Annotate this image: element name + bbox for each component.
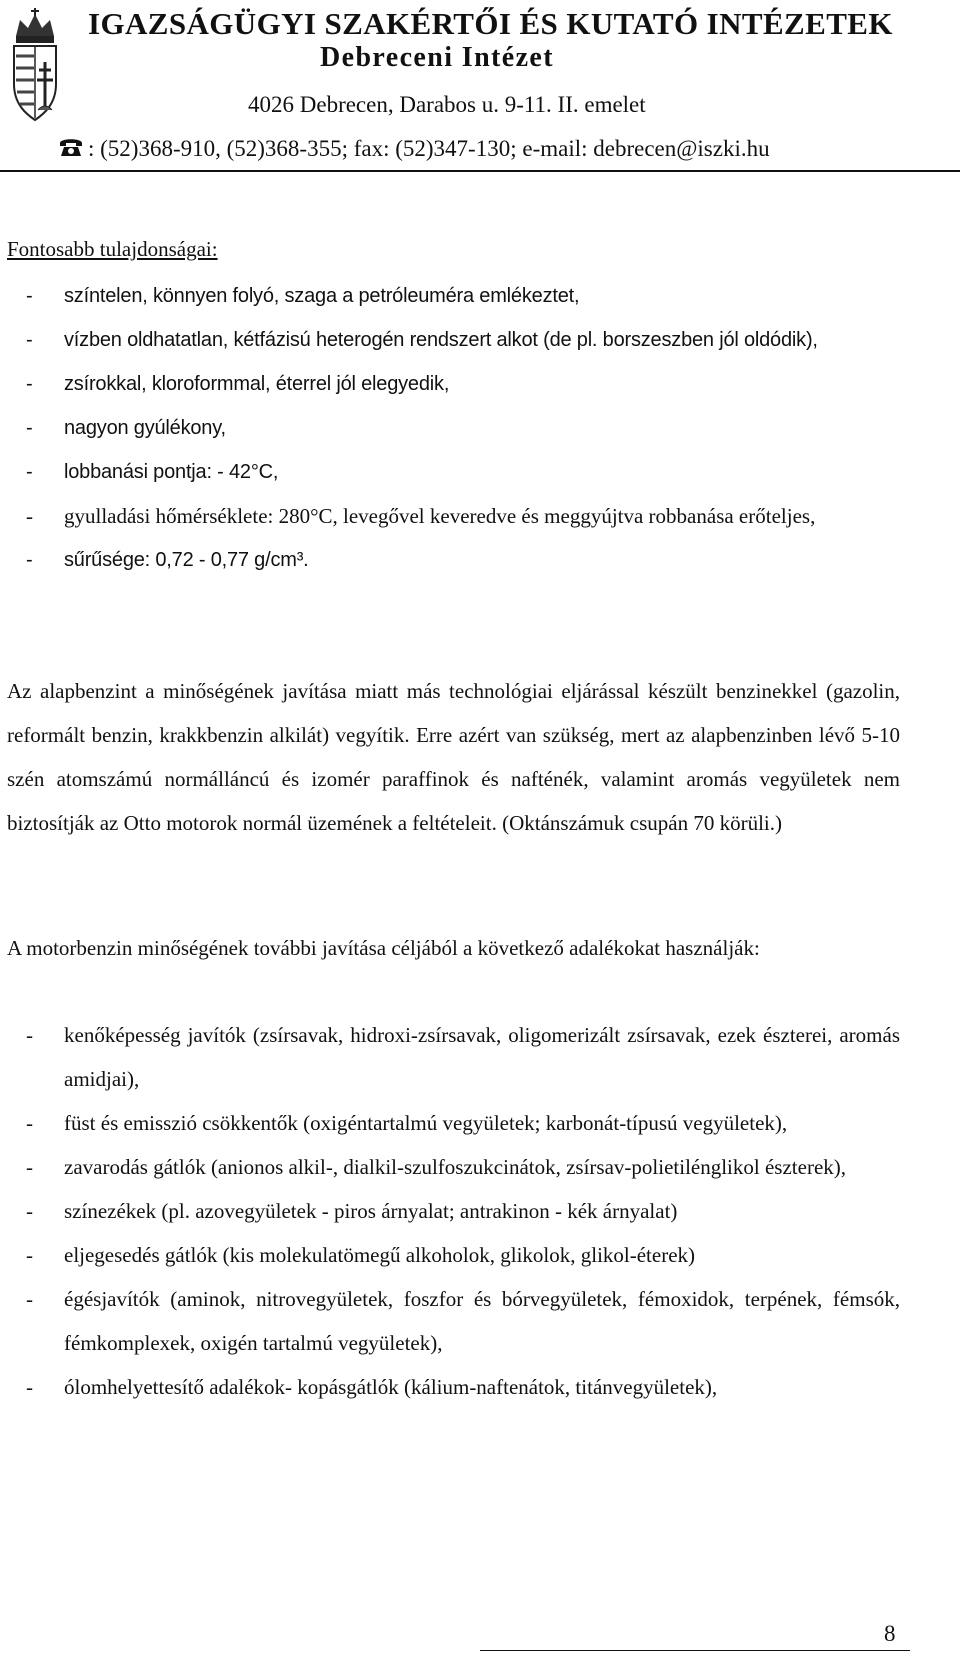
list-item: - lobbanási pontja: - 42°C,: [0, 450, 960, 494]
list-item: - vízben oldhatatlan, kétfázisú heterogén rendszert alkot (de pl. borszeszben jól oldódik),: [0, 318, 960, 362]
list-item: - színezékek (pl. azovegyületek - piros árnyalat; antrakinon - kék árnyalat): [0, 1189, 900, 1233]
list-item: - nagyon gyúlékony,: [0, 406, 960, 450]
list-item: - zsírokkal, kloroformmal, éterrel jól elegyedik,: [0, 362, 960, 406]
list-marker: -: [26, 1287, 33, 1311]
list-item: - eljegesedés gátlók (kis molekulatömegű alkoholok, glikolok, glikol-éterek): [0, 1233, 900, 1277]
phone-icon: [58, 134, 88, 168]
list-marker: -: [26, 461, 33, 483]
list-marker: -: [26, 1243, 33, 1267]
branch-name: Debreceni Intézet: [320, 42, 554, 73]
properties-heading: Fontosabb tulajdonságai:: [7, 237, 218, 261]
contact-line: [58, 132, 770, 166]
list-marker: -: [26, 1111, 33, 1135]
list-item: - gyulladási hőmérséklete: 280°C, levegővel keveredve és meggyújtva robbanása erőteljes,: [0, 494, 960, 538]
header-divider: [0, 170, 960, 172]
page-number: 8: [884, 1621, 896, 1646]
list-item: - színtelen, könnyen folyó, szaga a petróleuméra emlékeztet,: [0, 274, 960, 318]
list-item: - ólomhelyettesítő adalékok- kopásgátlók (kálium-naftenátok, titánvegyületek),: [0, 1365, 900, 1409]
hungarian-coat-of-arms-icon: [6, 6, 64, 126]
list-item: - sűrűsége: 0,72 - 0,77 g/cm³.: [0, 538, 960, 582]
list-marker: -: [26, 1199, 33, 1223]
institute-address: 4026 Debrecen, Darabos u. 9-11. II. emelet: [248, 92, 646, 117]
list-item: - zavarodás gátlók (anionos alkil-, dialkil-szulfoszukcinátok, zsírsav-polietilénglikol észterek),: [0, 1145, 900, 1189]
institute-name: IGAZSÁGÜGYI SZAKÉRTŐI ÉS KUTATÓ INTÉZETEK: [88, 6, 893, 41]
list-item: - kenőképesség javítók (zsírsavak, hidroxi-zsírsavak, oligomerizált zsírsavak, ezek észterei, aromás amidjai),: [0, 1013, 900, 1101]
list-marker: -: [26, 1375, 33, 1399]
properties-list: [0, 274, 960, 582]
list-item: - füst és emisszió csökkentők (oxigéntartalmú vegyületek; karbonát-típusú vegyületek),: [0, 1101, 900, 1145]
list-marker: -: [26, 417, 33, 439]
list-marker: -: [26, 373, 33, 395]
list-marker: -: [26, 549, 33, 571]
list-marker: -: [26, 504, 33, 528]
list-item: - égésjavítók (aminok, nitrovegyületek, foszfor és bórvegyületek, fémoxidok, terpének, fémsók, fémkomplexek, oxigén tartalmú vegyületek),: [0, 1277, 900, 1365]
additives-list: [0, 1013, 960, 1409]
additives-intro-paragraph: A motorbenzin minőségének további javítása céljából a következő adalékokat használják:: [7, 936, 760, 960]
list-marker: -: [26, 1155, 33, 1179]
list-marker: -: [26, 285, 33, 307]
list-marker: -: [26, 1023, 33, 1047]
base-gasoline-paragraph: Az alapbenzint a minőségének javítása miatt más technológiai eljárással készült benzinekkel (gazolin, reformált benzin, krakkbenzin alkilát) vegyítik. Erre azért van szükség, mert az alapbenzinben lévő 5-10 szén atomszámú normálláncú és izomér paraffinok és nafténék, valamint aromás vegyületek nem biztosítják az Otto motorok normál üzemének a feltételeit. (Oktánszámuk csupán 70 körüli.): [7, 679, 900, 835]
letterhead: [0, 0, 960, 178]
footer-divider: [480, 1650, 910, 1651]
list-marker: -: [26, 329, 33, 351]
contact-details[interactable]: : (52)368-910, (52)368-355; fax: (52)347-130; e-mail: debrecen@iszki.hu: [88, 136, 770, 161]
